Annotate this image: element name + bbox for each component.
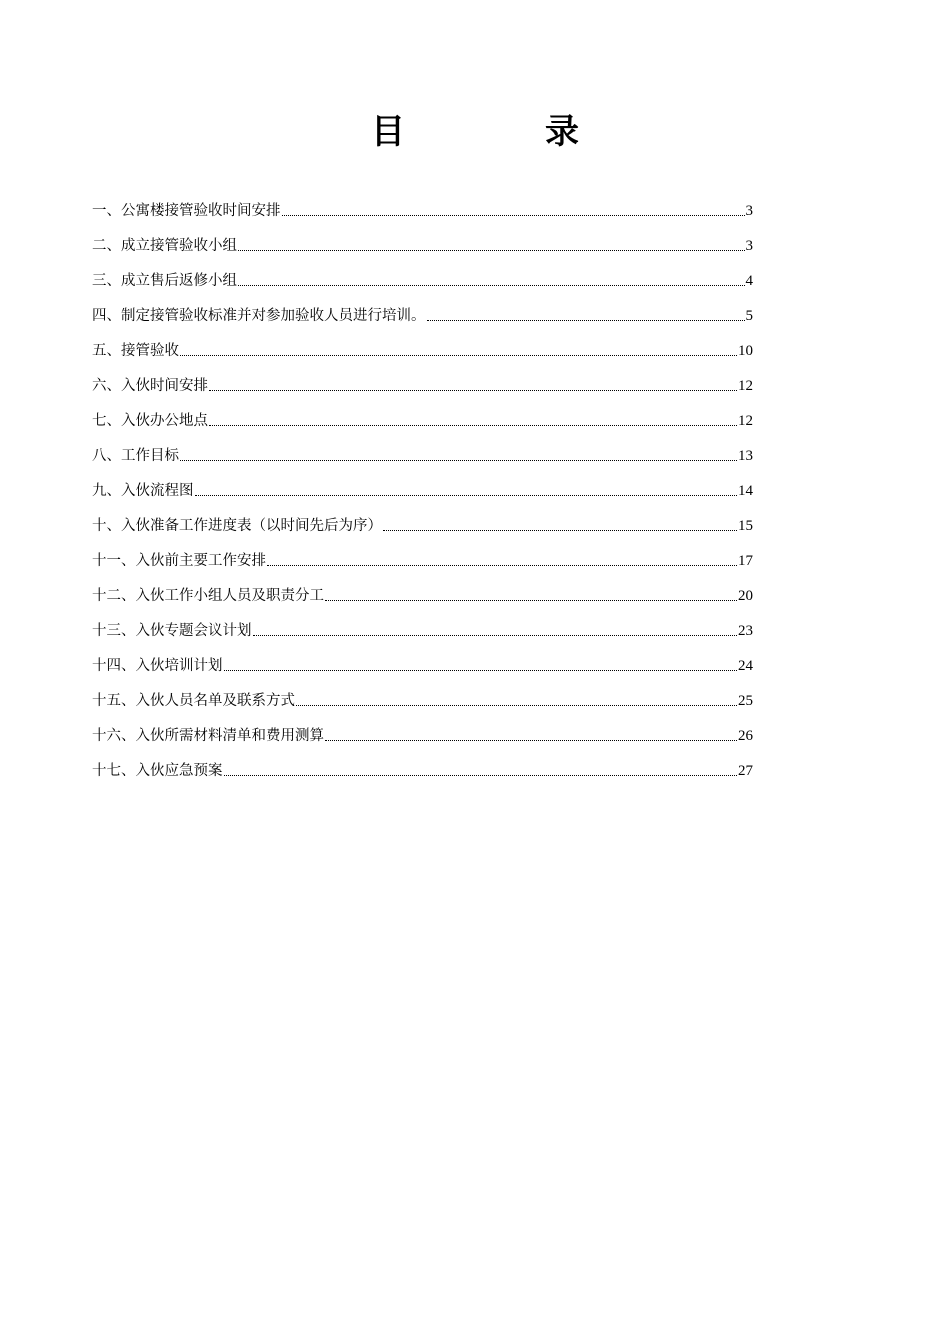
toc-entry[interactable] — [92, 571, 753, 606]
toc-page-number: 12 — [738, 413, 753, 429]
table-of-contents — [92, 186, 753, 781]
toc-entry-label: 十二、入伙工作小组人员及职责分工 — [92, 588, 324, 604]
dot-leader — [209, 425, 737, 426]
dot-leader — [180, 355, 737, 356]
toc-entry-label: 九、入伙流程图 — [92, 483, 194, 499]
dot-leader — [253, 635, 738, 636]
toc-page-number: 24 — [738, 658, 753, 674]
toc-entry[interactable] — [92, 466, 753, 501]
dot-leader — [267, 565, 737, 566]
toc-entry-label: 七、入伙办公地点 — [92, 413, 208, 429]
dot-leader — [180, 460, 737, 461]
dot-leader — [296, 705, 737, 706]
toc-entry[interactable] — [92, 431, 753, 466]
dot-leader — [325, 600, 737, 601]
toc-entry[interactable] — [92, 186, 753, 221]
toc-entry-label: 六、入伙时间安排 — [92, 378, 208, 394]
toc-page-number: 20 — [738, 588, 753, 604]
toc-entry-label: 十三、入伙专题会议计划 — [92, 623, 252, 639]
toc-page-number: 12 — [738, 378, 753, 394]
toc-entry-label: 十一、入伙前主要工作安排 — [92, 553, 266, 569]
toc-page-number: 17 — [738, 553, 753, 569]
toc-page-number: 26 — [738, 728, 753, 744]
toc-entry-label: 五、接管验收 — [92, 343, 179, 359]
dot-leader — [209, 390, 737, 391]
toc-entry-label: 十四、入伙培训计划 — [92, 658, 223, 674]
toc-entry-label: 十、入伙准备工作进度表（以时间先后为序） — [92, 518, 382, 534]
toc-entry-label: 十六、入伙所需材料清单和费用测算 — [92, 728, 324, 744]
toc-entry[interactable] — [92, 501, 753, 536]
dot-leader — [325, 740, 737, 741]
toc-entry[interactable] — [92, 256, 753, 291]
toc-page-number: 3 — [745, 203, 753, 219]
toc-entry[interactable] — [92, 221, 753, 256]
toc-entry[interactable] — [92, 606, 753, 641]
dot-leader — [238, 250, 745, 251]
toc-page-number: 15 — [738, 518, 753, 534]
toc-page-number: 27 — [738, 763, 753, 779]
dot-leader — [427, 320, 745, 321]
dot-leader — [282, 215, 745, 216]
toc-entry-label: 二、成立接管验收小组 — [92, 238, 237, 254]
dot-leader — [224, 775, 738, 776]
toc-entry[interactable] — [92, 676, 753, 711]
toc-page-number: 5 — [745, 308, 753, 324]
toc-entry-label: 一、公寓楼接管验收时间安排 — [92, 203, 281, 219]
title-char-2: 录 — [545, 112, 579, 152]
toc-page-number: 3 — [745, 238, 753, 254]
dot-leader — [224, 670, 738, 671]
toc-entry-label: 四、制定接管验收标准并对参加验收人员进行培训。 — [92, 308, 426, 324]
toc-entry-label: 十七、入伙应急预案 — [92, 763, 223, 779]
toc-page-number: 10 — [738, 343, 753, 359]
page-title — [0, 104, 950, 153]
toc-entry-label: 八、工作目标 — [92, 448, 179, 464]
toc-entry[interactable] — [92, 396, 753, 431]
toc-page-number: 23 — [738, 623, 753, 639]
toc-entry[interactable] — [92, 641, 753, 676]
dot-leader — [383, 530, 737, 531]
toc-page-number: 4 — [745, 273, 753, 289]
toc-entry-label: 十五、入伙人员名单及联系方式 — [92, 693, 295, 709]
toc-page-number: 25 — [738, 693, 753, 709]
toc-entry[interactable] — [92, 711, 753, 746]
toc-entry[interactable] — [92, 536, 753, 571]
toc-entry[interactable] — [92, 361, 753, 396]
dot-leader — [238, 285, 745, 286]
toc-page-number: 13 — [738, 448, 753, 464]
dot-leader — [195, 495, 738, 496]
title-char-1: 目 — [371, 112, 405, 152]
toc-entry[interactable] — [92, 746, 753, 781]
toc-entry[interactable] — [92, 326, 753, 361]
toc-entry[interactable] — [92, 291, 753, 326]
toc-entry-label: 三、成立售后返修小组 — [92, 273, 237, 289]
toc-page-number: 14 — [738, 483, 753, 499]
